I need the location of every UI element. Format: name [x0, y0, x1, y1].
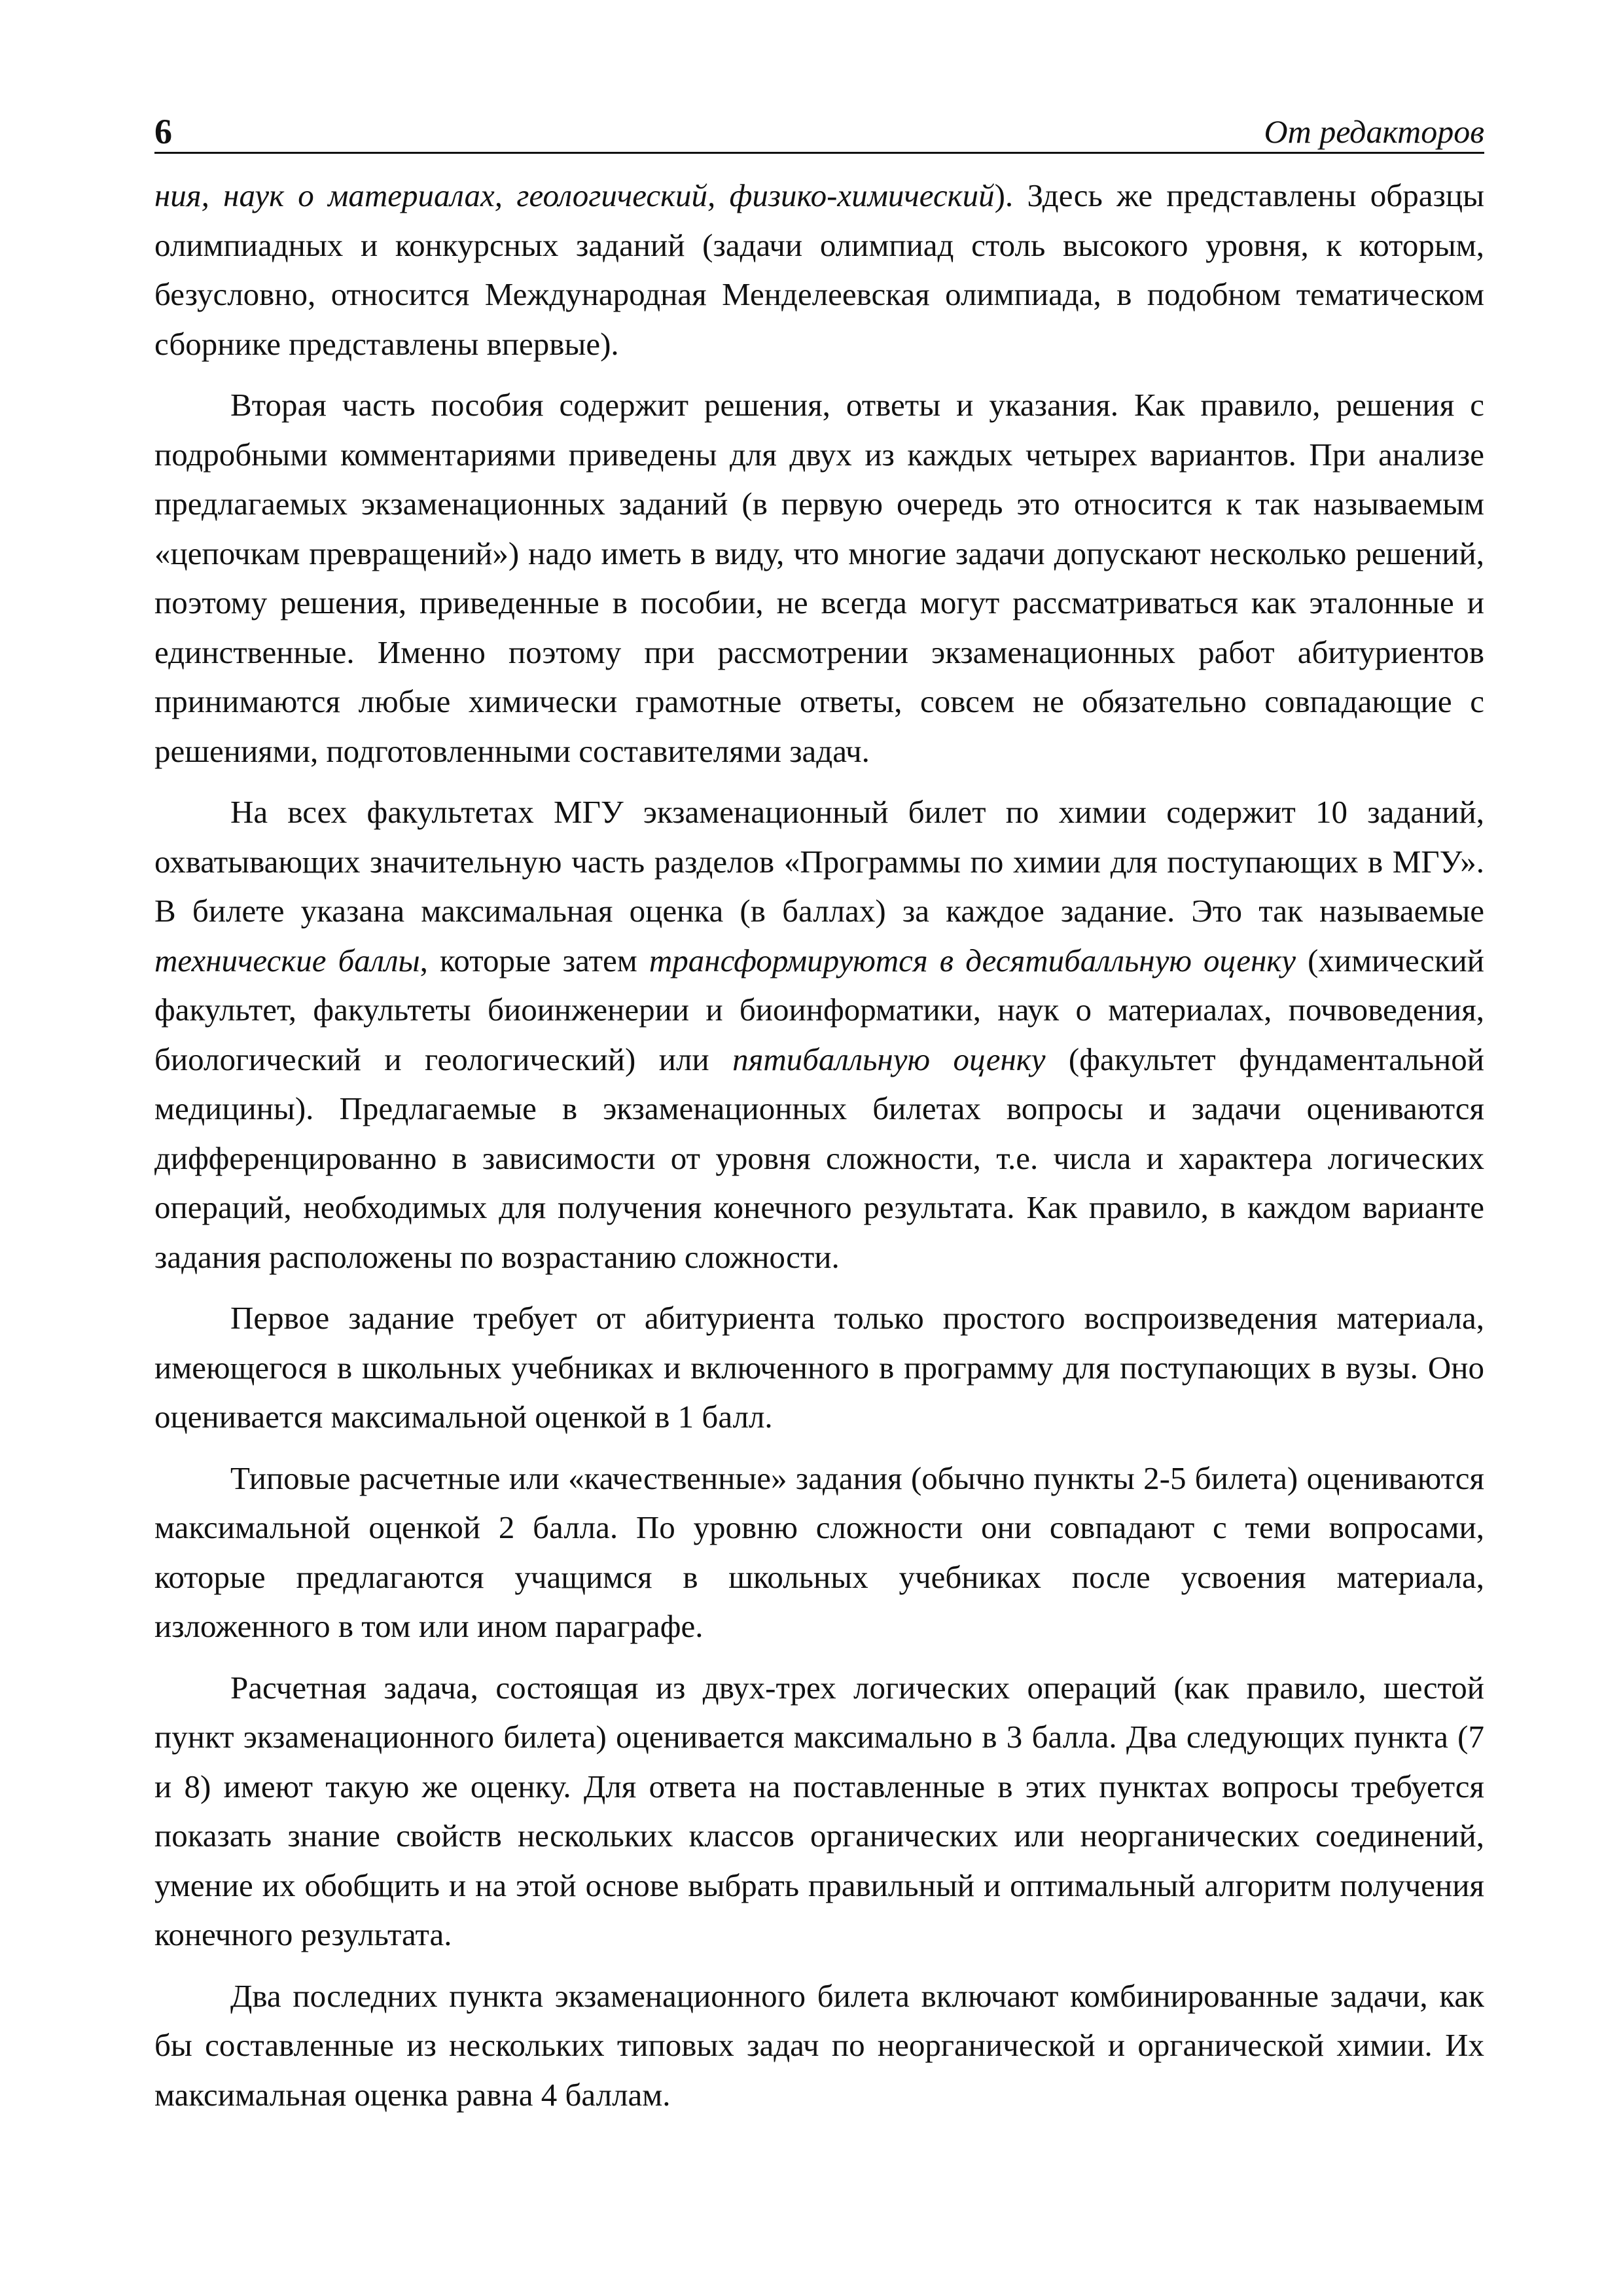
- page-header: [154, 92, 1484, 154]
- text-segment: Расчетная задача, состоящая из двух-трех логических операций (как правило, шестой пункт экзаменационного билета) оценивается максимально в 3 балла. Два следующих пункта (7 и 8) имеют такую же оценку. Для ответа на поставленные в этих пунктах вопросы требуется показать знание свойств нескольких классов органических или неорганических соединений, умение их обобщить и на этой основе выбрать правильный и оптимальный алгоритм получения конечного результата.: [154, 1669, 1484, 1952]
- text-segment: Типовые расчетные или «качественные» задания (обычно пункты 2-5 билета) оцениваются максимальной оценкой 2 балла. По уровню сложности они совпадают с теми вопросами, которые предлагаются учащимся в школьных учебниках после усвоения материала, изложенного в том или ином параграфе.: [154, 1460, 1484, 1644]
- text-segment: (химический факультет, факультеты биоинженерии и биоинформатики, наук о материалах, почвоведения, биологический и геологический) или: [154, 942, 1484, 1077]
- paragraph-1: [154, 171, 1484, 368]
- book-page: [154, 92, 1484, 2119]
- paragraph-5: [154, 1454, 1484, 1651]
- text-segment: трансформируются в десятибалльную оценку: [649, 942, 1296, 978]
- text-segment: технические баллы: [154, 942, 420, 978]
- paragraph-2: [154, 380, 1484, 776]
- text-segment: Два последних пункта экзаменационного билета включают комбинированные задачи, как бы составленные из нескольких типовых задач по неорганической и органической химии. Их максимальная оценка равна 4 баллам.: [154, 1977, 1484, 2113]
- paragraph-7: [154, 1971, 1484, 2120]
- paragraph-4: [154, 1293, 1484, 1442]
- running-title: От редакторов: [1264, 113, 1484, 150]
- page-number: 6: [154, 112, 172, 151]
- text-segment: На всех факультетах МГУ экзаменационный билет по химии содержит 10 заданий, охватывающих значительную часть разделов «Программы по химии для поступающих в МГУ». В билете указана максимальная оценка (в баллах) за каждое задание. Это так называемые: [154, 794, 1484, 929]
- text-segment: Вторая часть пособия содержит решения, ответы и указания. Как правило, решения с подробными комментариями приведены для двух из каждых четырех вариантов. При анализе предлагаемых экзаменационных заданий (в первую очередь это относится к так называемым «цепочкам превращений») надо иметь в виду, что многие задачи допускают несколько решений, поэтому решения, приведенные в пособии, не всегда могут рассматриваться как эталонные и единственные. Именно поэтому при рассмотрении экзаменационных работ абитуриентов принимаются любые химически грамотные ответы, совсем не обязательно совпадающие с решениями, подготовленными составителями задач.: [154, 387, 1484, 769]
- text-segment: (факультет фундаментальной медицины). Предлагаемые в экзаменационных билетах вопросы и задачи оцениваются дифференцированно в зависимости от уровня сложности, т.е. числа и характера логических операций, необходимых для получения конечного результата. Как правило, в каждом варианте задания расположены по возрастанию сложности.: [154, 1041, 1484, 1275]
- text-segment: ния, наук о материалах, геологический, физико-химический: [154, 177, 995, 213]
- body-text: [154, 171, 1484, 2119]
- text-segment: Первое задание требует от абитуриента только простого воспроизведения материала, имеющегося в школьных учебниках и включенного в программу для поступающих в вузы. Оно оценивается максимальной оценкой в 1 балл.: [154, 1300, 1484, 1435]
- paragraph-6: [154, 1663, 1484, 1960]
- text-segment: пятибалльную оценку: [732, 1041, 1046, 1077]
- text-segment: , которые затем: [419, 942, 649, 978]
- text-segment: ). Здесь же представлены образцы олимпиадных и конкурсных заданий (задачи олимпиад столь высокого уровня, к которым, безусловно, относится Международная Менделеевская олимпиада, в подобном тематическом сборнике представлены впервые).: [154, 177, 1484, 362]
- paragraph-3: [154, 787, 1484, 1282]
